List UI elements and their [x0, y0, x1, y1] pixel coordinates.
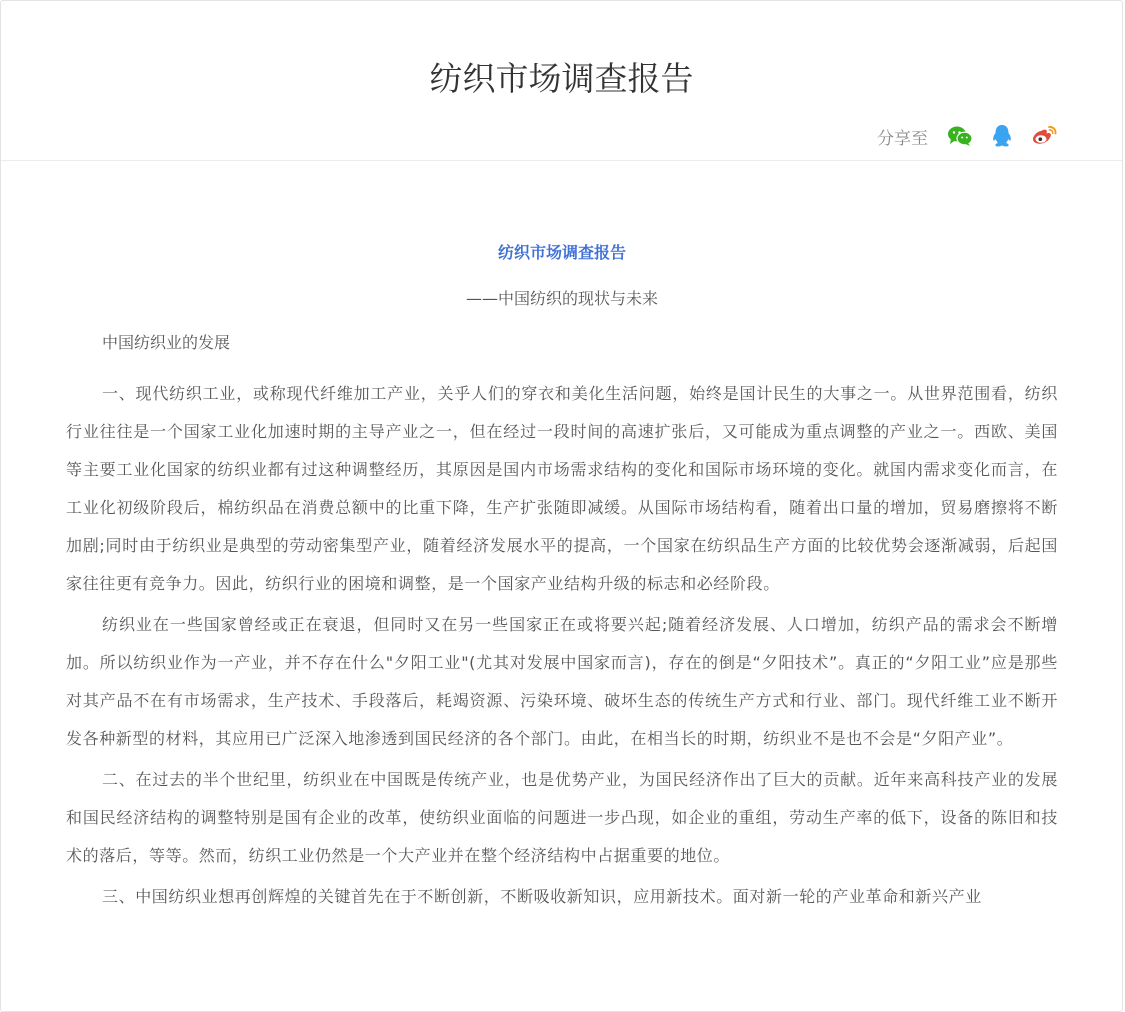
- share-label: 分享至: [877, 128, 928, 149]
- page-header: [1, 1, 1122, 161]
- qq-icon: [991, 124, 1013, 148]
- page-title: 纺织市场调查报告: [429, 59, 694, 98]
- section-heading: 中国纺织业的发展: [102, 333, 231, 352]
- share-qq-button[interactable]: [988, 122, 1016, 150]
- paragraph: 一、现代纺织工业，或称现代纤维加工产业，关乎人们的穿衣和美化生活问题，始终是国计民生的大事之一。从世界范围看，纺织行业往往是一个国家工业化加速时期的主导产业之一，但在经过一段时间的高速扩张后，又可能成为重点调整的产业之一。西欧、美国等主要工业化国家的纺织业都有过这种调整经历，其原因是国内市场需求结构的变化和国际市场环境的变化。就国内需求变化而言，在工业化初级阶段后，棉纺织品在消费总额中的比重下降，生产扩张随即减缓。从国际市场结构看，随着出口量的增加，贸易磨擦将不断加剧;同时由于纺织业是典型的劳动密集型产业，随着经济发展水平的提高，一个国家在纺织品生产方面的比较优势会逐渐减弱，后起国家往往更有竞争力。因此，纺织行业的困境和调整，是一个国家产业结构升级的标志和必经阶段。: [66, 384, 1058, 593]
- share-bar: [877, 122, 1058, 150]
- article-title: 纺织市场调查报告: [497, 243, 626, 262]
- paragraph: 二、在过去的半个世纪里，纺织业在中国既是传统产业，也是优势产业，为国民经济作出了巨大的贡献。近年来高科技产业的发展和国民经济结构的调整特别是国有企业的改革，使纺织业面临的问题进一步凸现，如企业的重组，劳动生产率的低下，设备的陈旧和技术的落后，等等。然而，纺织工业仍然是一个大产业并在整个经济结构中占据重要的地位。: [66, 770, 1058, 865]
- share-weibo-button[interactable]: [1030, 122, 1058, 150]
- weibo-icon: [1031, 125, 1057, 147]
- article-subtitle: ——中国纺织的现状与未来: [465, 289, 658, 308]
- wechat-icon: [947, 125, 973, 147]
- paragraph: 三、中国纺织业想再创辉煌的关键首先在于不断创新，不断吸收新知识，应用新技术。面对新一轮的产业革命和新兴产业: [102, 887, 982, 906]
- paragraph: 纺织业在一些国家曾经或正在衰退，但同时又在另一些国家正在或将要兴起;随着经济发展、人口增加，纺织产品的需求会不断增加。所以纺织业作为一产业，并不存在什么"夕阳工业"(尤其对发展中国家而言)，存在的倒是“夕阳技术”。真正的“夕阳工业”应是那些对其产品不在有市场需求，生产技术、手段落后，耗竭资源、污染环境、破坏生态的传统生产方式和行业、部门。现代纤维工业不断开发各种新型的材料，其应用已广泛深入地渗透到国民经济的各个部门。由此，在相当长的时期，纺织业不是也不会是“夕阳产业”。: [66, 615, 1058, 748]
- article-body: [66, 241, 1058, 919]
- share-wechat-button[interactable]: [946, 122, 974, 150]
